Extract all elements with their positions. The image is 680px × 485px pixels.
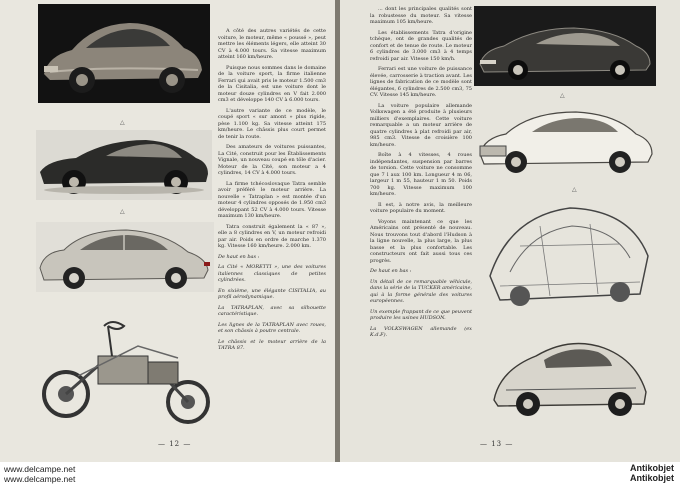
right-page	[340, 0, 680, 462]
caption: Un détail de ce remarquable véhicule, dans la série de la TUCKER américaine, qui à la forme générale des voitures européennes.	[370, 278, 472, 304]
paragraph: Ferrari est une voiture de puissance élevée, carrosserie à traction avant. Les lignes de fabrication de ce modèle sont élégantes, 6 cylindres de 2.500 cm3, 75 CV. Vitesse 145 km/heure.	[370, 66, 472, 98]
paragraph: Des amateurs de voitures puissantes, La Cité, construit pour les Établissements Vignale, un nouveau coupé en tôle d'acier. Moteur de la Cité, son moteur a 4 cylindres, 14 CV à 4.000 tours.	[218, 144, 326, 176]
separator-triangle: △	[120, 208, 125, 215]
caption: Les lignes de la TATRAPLAN avec roues, et son châssis à poutre centrale.	[218, 321, 326, 334]
watermark-footer	[0, 462, 680, 485]
caption: Le châssis et le moteur arrière de la TATRA 87.	[218, 338, 326, 351]
page-number: — 12 —	[158, 440, 192, 448]
caption: La Cité « MORETTI », une des voitures italiennes classiques de petites cylindrées.	[218, 264, 326, 283]
watermark-site: www.delcampe.net	[4, 464, 76, 474]
right-text-column	[370, 6, 472, 436]
photo-tucker-sedan	[474, 6, 656, 86]
paragraph: Tatra construit également la « 87 », elle a 8 cylindres en V, un moteur refroidi par air. Poids en ordre de marche 1.370 kg. Vitesse 160 km/heure. 2.000 km.	[218, 223, 326, 249]
caption: Un exemple frappant de ce que peuvent produire les usines HUDSON.	[370, 308, 472, 321]
photo-fastback-sedan	[36, 222, 214, 292]
photo-hudson-sedan	[476, 102, 658, 180]
watermark-seller: Antikobjet	[630, 473, 674, 483]
watermark-seller: Antikobjet	[630, 463, 674, 473]
photo-sport-coupe	[36, 130, 212, 200]
left-page	[0, 0, 336, 462]
paragraph: Il est, à notre avis, la meilleure voiture populaire du moment.	[370, 201, 472, 214]
paragraph: La voiture populaire allemande Volkswagen a été produite à plusieurs milliers d'exemplaires. Cette voiture remarquable a un moteur arrière de quatre cylindres à plat refroidi par air, 985 cm3. Vitesse de croisière 100 km/heure.	[370, 102, 472, 148]
paragraph: Voyons maintenant ce que les Américains ont présenté de nouveau. Nous trouvons tout d'abord l'Hudson à la ligne nouvelle, la plus large, la plus basse et la plus confortable. Les constructeurs ont fait aussi tous ces progrès.	[370, 218, 472, 264]
paragraph: ... dont les principales qualités sont la robustesse du moteur. Sa vitesse maximum 105 km/heure.	[370, 6, 472, 25]
photo-cutaway-frame	[480, 196, 656, 316]
paragraph: La firme tchécoslovaque Tatra semble avoir préféré le moteur arrière. La nouvelle « Tatraplan » est montée d'un moteur 4 cylindres opposés de 1.950 cm3 développant 52 CV à 4.000 tours. Vitesse maximum 130 km/heure.	[218, 180, 326, 219]
paragraph: Boîte à 4 vitesses, 4 roues indépendantes, suspension par barres de torsion. Cette voiture ne consomme que 7 l aux 100 km. Longueur 4 m 06, largeur 1 m 55, hauteur 1 m 50. Poids 700 kg. Vitesse maximum 100 km/heure.	[370, 152, 472, 197]
caption: De haut en bas :	[218, 253, 260, 260]
separator-triangle: △	[560, 92, 565, 99]
page-number: — 13 —	[480, 440, 514, 448]
paragraph: Puisque nous sommes dans le domaine de la voiture sport, la firme italienne Ferrari qui avait pris le moteur 1.500 cm3 de la Cisitalia, est une voiture dont le moteur douze cylindres en V fait 2.000 cm3 et développe 140 CV à 6.000 tours.	[218, 64, 326, 103]
caption: La TATRAPLAN, avec sa silhouette caractéristique.	[218, 304, 326, 317]
paragraph: L'autre variante de ce modèle, le coupé sport « sur amont » plus rigide, pèse 1.100 kg. Sa vitesse atteint 175 km/heure. Le châssis plus court permet de tenir la route.	[218, 107, 326, 140]
photo-fastback-coupe	[38, 4, 210, 103]
caption: De haut en bas :	[370, 268, 412, 274]
caption: En sixième, une élégante CISITALIA, au profil aérodynamique.	[218, 287, 326, 300]
paragraph: Les établissements Tatra d'origine tchèque, ont de grandes qualités de confort et de tenue de route. Le moteur 6 cylindres de 3.000 cm3 à 4 temps refroidi par air. Vitesse 150 km/h.	[370, 29, 472, 62]
caption: La VOLKSWAGEN allemande (ex K.d.F).	[370, 325, 472, 338]
left-text-column	[218, 28, 326, 443]
paragraph: A côté des autres variétés de cette voiture, le moteur, même « poussé », peut mettre les éléments légers, elle atteint 30 CV à 4.000 tours. Sa vitesse maximum atteint 160 km/heure.	[218, 28, 326, 60]
photo-volkswagen-beetle	[486, 330, 654, 422]
photo-chassis	[38, 306, 218, 436]
watermark-site: www.delcampe.net	[4, 474, 76, 484]
separator-triangle: △	[120, 119, 125, 126]
separator-triangle: △	[572, 186, 577, 193]
